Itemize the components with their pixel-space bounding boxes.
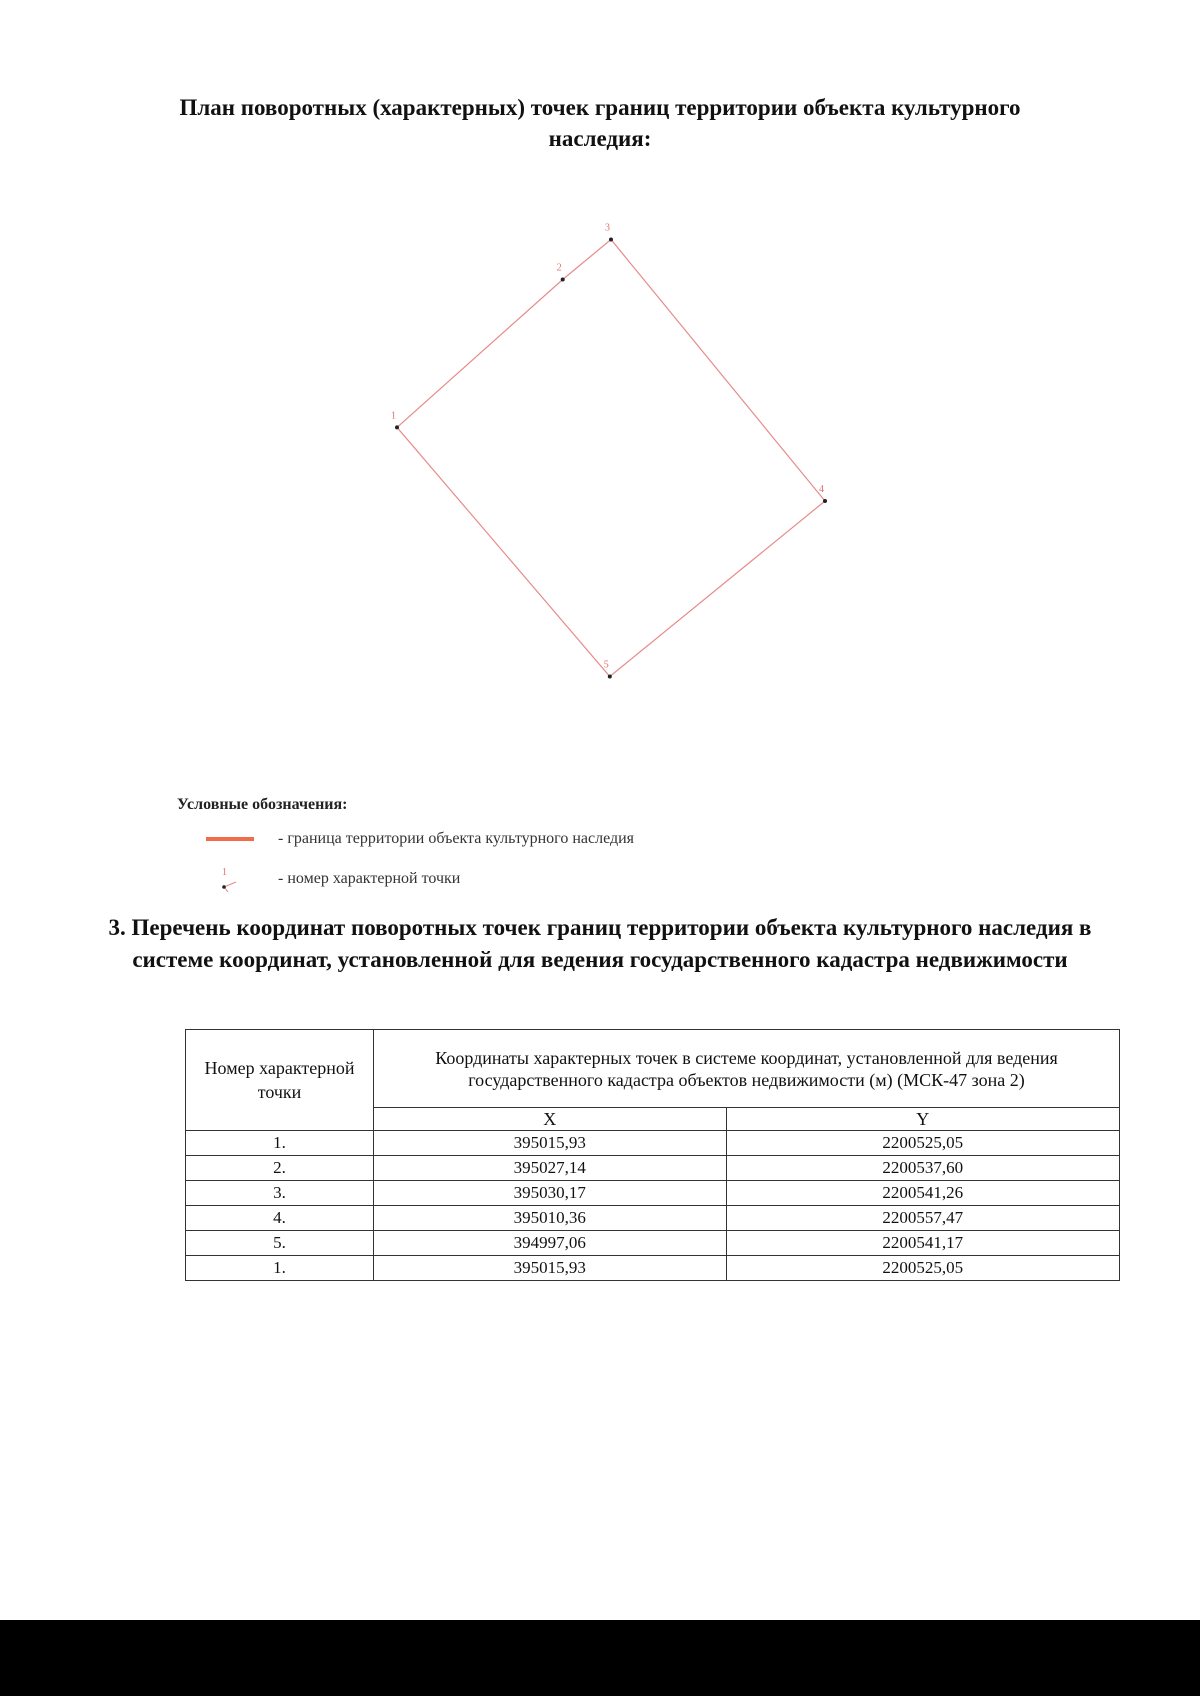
cell-x: 395015,93: [374, 1131, 727, 1156]
section-title: 3. Перечень координат поворотных точек границ территории объекта культурного наследия в системе координат, установленной для ведения государственного кадастра недвижимости: [108, 915, 1092, 972]
legend-item-point: [206, 866, 460, 892]
cell-y: 2200537,60: [726, 1156, 1119, 1181]
boundary-point-label: 4: [819, 484, 824, 495]
boundary-point-4: [823, 499, 827, 503]
table-row: [186, 1181, 1120, 1206]
cell-x: 395030,17: [374, 1181, 727, 1206]
cell-x: 395015,93: [374, 1256, 727, 1281]
legend-point-number: 1: [222, 867, 227, 878]
scan-bottom-band: [0, 1620, 1200, 1696]
cell-y: 2200525,05: [726, 1256, 1119, 1281]
cell-y: 2200557,47: [726, 1206, 1119, 1231]
cell-num: 1.: [186, 1256, 374, 1281]
table-row: [186, 1231, 1120, 1256]
header-y: Y: [726, 1108, 1119, 1131]
legend-item-boundary: [206, 826, 634, 852]
cell-num: 3.: [186, 1181, 374, 1206]
header-point-number: Номер характерной точки: [186, 1030, 374, 1131]
boundary-point-5: [608, 675, 612, 679]
cell-x: 395010,36: [374, 1206, 727, 1231]
boundary-point-label: 3: [605, 222, 610, 234]
boundary-point-label: 2: [556, 262, 562, 274]
cell-x: 395027,14: [374, 1156, 727, 1181]
legend-title: Условные обозначения:: [177, 796, 348, 813]
table-row: [186, 1206, 1120, 1231]
legend-point-label: - номер характерной точки: [278, 870, 461, 887]
legend-boundary-label: - граница территории объекта культурного наследия: [278, 830, 635, 847]
table-row: [186, 1131, 1120, 1156]
territory-boundary-line: [397, 240, 825, 677]
plan-title: План поворотных (характерных) точек границ территории объекта культурного наследия:: [179, 95, 1021, 151]
cell-num: 2.: [186, 1156, 374, 1181]
table-row: [186, 1256, 1120, 1281]
boundary-point-1: [395, 425, 399, 429]
cell-num: 5.: [186, 1231, 374, 1256]
table-row: [186, 1156, 1120, 1181]
point-symbol: [206, 866, 254, 892]
boundary-point-3: [609, 238, 613, 242]
header-x: X: [374, 1108, 727, 1131]
boundary-plan-drawing: [0, 0, 1200, 760]
cell-num: 4.: [186, 1206, 374, 1231]
coordinates-table: [185, 1029, 1120, 1281]
cell-y: 2200541,17: [726, 1231, 1119, 1256]
cell-y: 2200525,05: [726, 1131, 1119, 1156]
boundary-point-2: [561, 278, 565, 282]
cell-x: 394997,06: [374, 1231, 727, 1256]
boundary-line-symbol: [206, 837, 254, 841]
cell-num: 1.: [186, 1131, 374, 1156]
boundary-point-label: 1: [391, 410, 396, 422]
header-coordinates: Координаты характерных точек в системе координат, установленной для ведения государственного кадастра объектов недвижимости (м) (МСК-47 зона 2): [374, 1030, 1120, 1108]
cell-y: 2200541,26: [726, 1181, 1119, 1206]
boundary-point-label: 5: [603, 659, 609, 671]
